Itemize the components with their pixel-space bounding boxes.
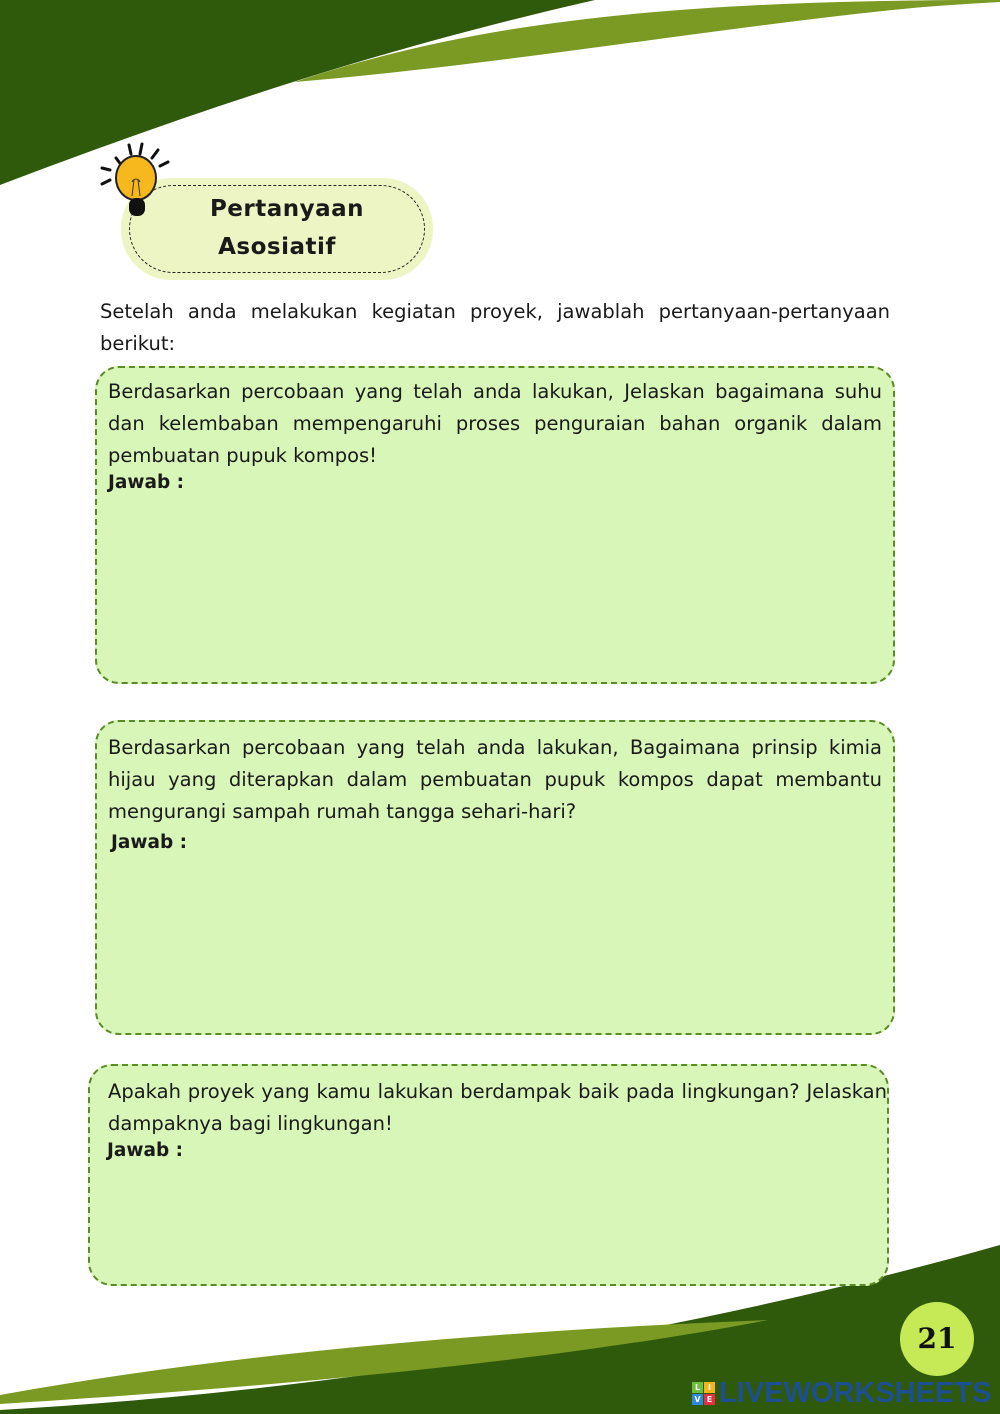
- logo-tile: E: [704, 1394, 715, 1405]
- section-title-line2: Asosiatif: [218, 234, 336, 260]
- instructions-text: Setelah anda melakukan kegiatan proyek, jawablah pertanyaan-pertanyaan berikut:: [100, 300, 890, 355]
- page-number-badge: 21: [900, 1302, 974, 1376]
- lightbulb-icon: [96, 140, 176, 222]
- question-box-2[interactable]: [95, 720, 895, 1035]
- logo-tile: V: [692, 1394, 703, 1405]
- question-box-1[interactable]: [95, 366, 895, 684]
- question-text: Apakah proyek yang kamu lakukan berdampak baik pada lingkungan? Jelaskan dampaknya bagi lingkungan!: [108, 1080, 887, 1135]
- logo-tile: L: [692, 1382, 703, 1393]
- answer-label: Jawab :: [107, 1140, 184, 1161]
- question-text: Berdasarkan percobaan yang telah anda lakukan, Bagaimana prinsip kimia hijau yang diterapkan dalam pembuatan pupuk kompos dapat membantu mengurangi sampah rumah tangga sehari-hari?: [108, 736, 882, 823]
- section-title-line1: Pertanyaan: [209, 196, 365, 222]
- answer-label: Jawab :: [111, 832, 188, 853]
- liveworksheets-logo: [692, 1377, 991, 1410]
- question-box-3[interactable]: [88, 1064, 889, 1286]
- logo-wordmark: LIVEWORKSHEETS: [719, 1377, 992, 1409]
- logo-tile: I: [704, 1382, 715, 1393]
- answer-label: Jawab :: [108, 472, 185, 493]
- question-text: Berdasarkan percobaan yang telah anda lakukan, Jelaskan bagaimana suhu dan kelembaban mempengaruhi proses penguraian bahan organik dalam pembuatan pupuk kompos!: [108, 380, 882, 467]
- top-dark-green-swoosh: [0, 0, 595, 185]
